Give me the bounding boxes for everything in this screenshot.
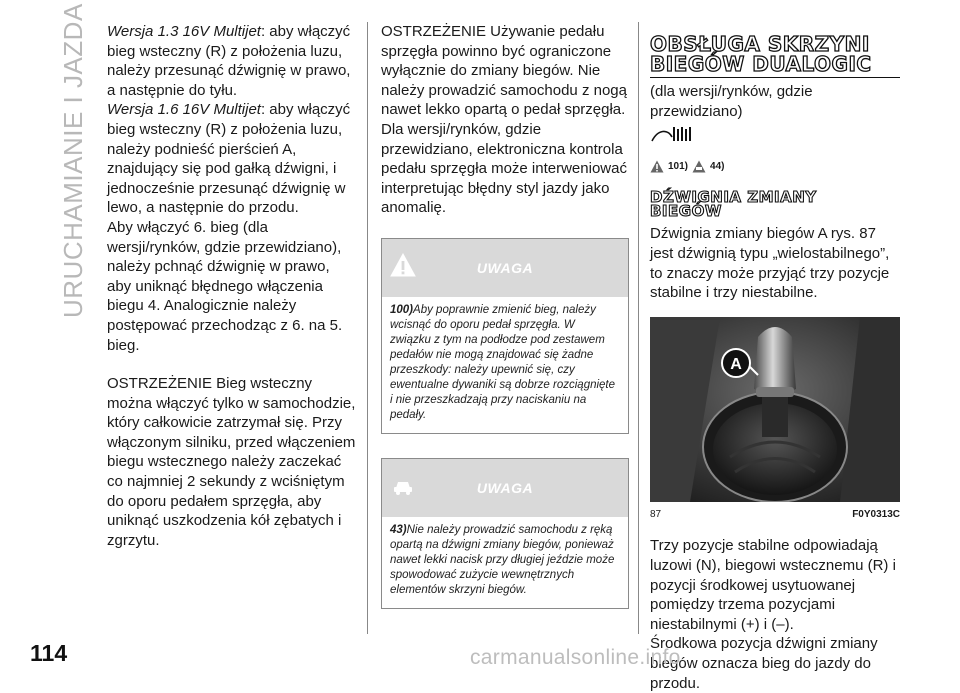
paragraph: Trzy pozycje stabilne odpowiadają luzowi (N), biegowi wstecznemu (R) i pozycji środkowej usytuowanej pomiędzy trzema pozycjami niestabilnymi (+) i (–). bbox=[650, 537, 896, 633]
section-title bbox=[58, 3, 98, 318]
column-2 bbox=[381, 22, 629, 609]
paragraph: Dźwignia zmiany biegów A rys. 87 jest dźwignią typu „wielostabilnego”, to znaczy może przyjąć trzy pozycje stabilne i trzy niestabilne. bbox=[650, 225, 890, 302]
subtitle: (dla wersji/rynków, gdzie przewidziano) bbox=[650, 83, 813, 120]
warning-title: UWAGA bbox=[476, 479, 534, 496]
sidebar bbox=[0, 0, 88, 678]
column-3 bbox=[650, 22, 900, 693]
warning-box bbox=[381, 458, 629, 609]
figure-number: 87 bbox=[650, 508, 662, 520]
references: 101) 44) bbox=[650, 157, 900, 177]
paragraph: Wersja 1.6 16V Multijet: aby włączyć bieg wsteczny (R) z położenia luzu, należy podnieść pierścień A, znajdujący się pod gałką dźwigni, i jednocześnie przesunąć dźwignię w lewo, a następnie do przodu. bbox=[107, 101, 351, 217]
car-hand-icon bbox=[692, 160, 706, 173]
sub-heading: DŹWIGNIA ZMIANY BIEGÓW bbox=[650, 188, 817, 221]
warning-title: UWAGA bbox=[476, 259, 534, 276]
paragraph: OSTRZEŻENIE Bieg wsteczny można włączyć tylko w samochodzie, który całkowicie zatrzymał się. Przy włączonym silniku, przed włączeniem biegu wstecznego należy zaczekać co najmniej 2 sekundy z wciśniętym do oporu pedałem sprzęgła, aby uniknąć uszkodzenia kół zębatych i zgrzytu. bbox=[107, 375, 356, 549]
column-1 bbox=[107, 22, 357, 550]
page-number: 114 bbox=[30, 640, 68, 666]
figure-code: F0Y0313C bbox=[852, 508, 900, 520]
paragraph: Aby włączyć 6. bieg (dla wersji/rynków, gdzie przewidziano), należy pchnąć dźwignię w prawo, aby uniknąć błędnego włączenia biegu 4. Analogicznie należy postępować przechodząc z 6. na 5. bieg. bbox=[107, 218, 343, 354]
column-divider bbox=[638, 22, 639, 634]
heading-rule bbox=[650, 77, 900, 78]
column-divider bbox=[367, 22, 368, 634]
figure-caption bbox=[650, 505, 900, 525]
paragraph: OSTRZEŻENIE Używanie pedału sprzęgła powinno być ograniczone wyłącznie do zmiany biegów. Nie należy prowadzić samochodu z nogą nawet lekko opartą o pedał sprzęgła. Dla wersji/rynków, gdzie przewidziano, elektroniczna kontrola pedału sprzęgła może interweniować interpretując błędny styl jazdy jako anomalię. bbox=[381, 23, 627, 217]
warning-box bbox=[381, 238, 629, 434]
section-heading: OBSŁUGA SKRZYNI BIEGÓW DUALOGIC bbox=[650, 32, 872, 76]
warning-text: 43)Nie należy prowadzić samochodu z ręką opartą na dźwigni zmiany biegów, ponieważ nawet lekki nacisk przy długiej jeździe może spowodować zużycie wewnętrznych elementów skrzyni biegów. bbox=[390, 523, 615, 596]
warning-header bbox=[382, 239, 628, 297]
warning-triangle-icon bbox=[650, 160, 664, 173]
section-title-text: URUCHAMIANIE I JAZDA bbox=[58, 3, 88, 318]
paragraph: Wersja 1.3 16V Multijet: aby włączyć bieg wsteczny (R) z położenia luzu, należy przesunąć dźwignię w prawo, a następnie do tyłu. bbox=[107, 23, 351, 99]
figure-callout-label: A bbox=[730, 355, 742, 373]
watermark: carmanualsonline.info bbox=[470, 646, 681, 669]
gear-lever-figure bbox=[650, 317, 900, 502]
eco-leaf-icon bbox=[650, 123, 694, 145]
paragraph: Środkowa pozycja dźwigni zmiany biegów oznacza bieg do jazdy do przodu. bbox=[650, 635, 878, 692]
warning-header bbox=[382, 459, 628, 517]
gear-lever-illustration bbox=[650, 317, 900, 502]
warning-text: 100)Aby poprawnie zmienić bieg, należy wcisnąć do oporu pedał sprzęgła. W związku z tym na podłodze pod zestawem pedałów nie mogą znajdować się żadne przeszkody: należy upewnić się, czy ewentualne dywaniki są dobrze rozciągnięte i nie przeszkadzają przy naciskaniu na pedały. bbox=[390, 303, 616, 421]
